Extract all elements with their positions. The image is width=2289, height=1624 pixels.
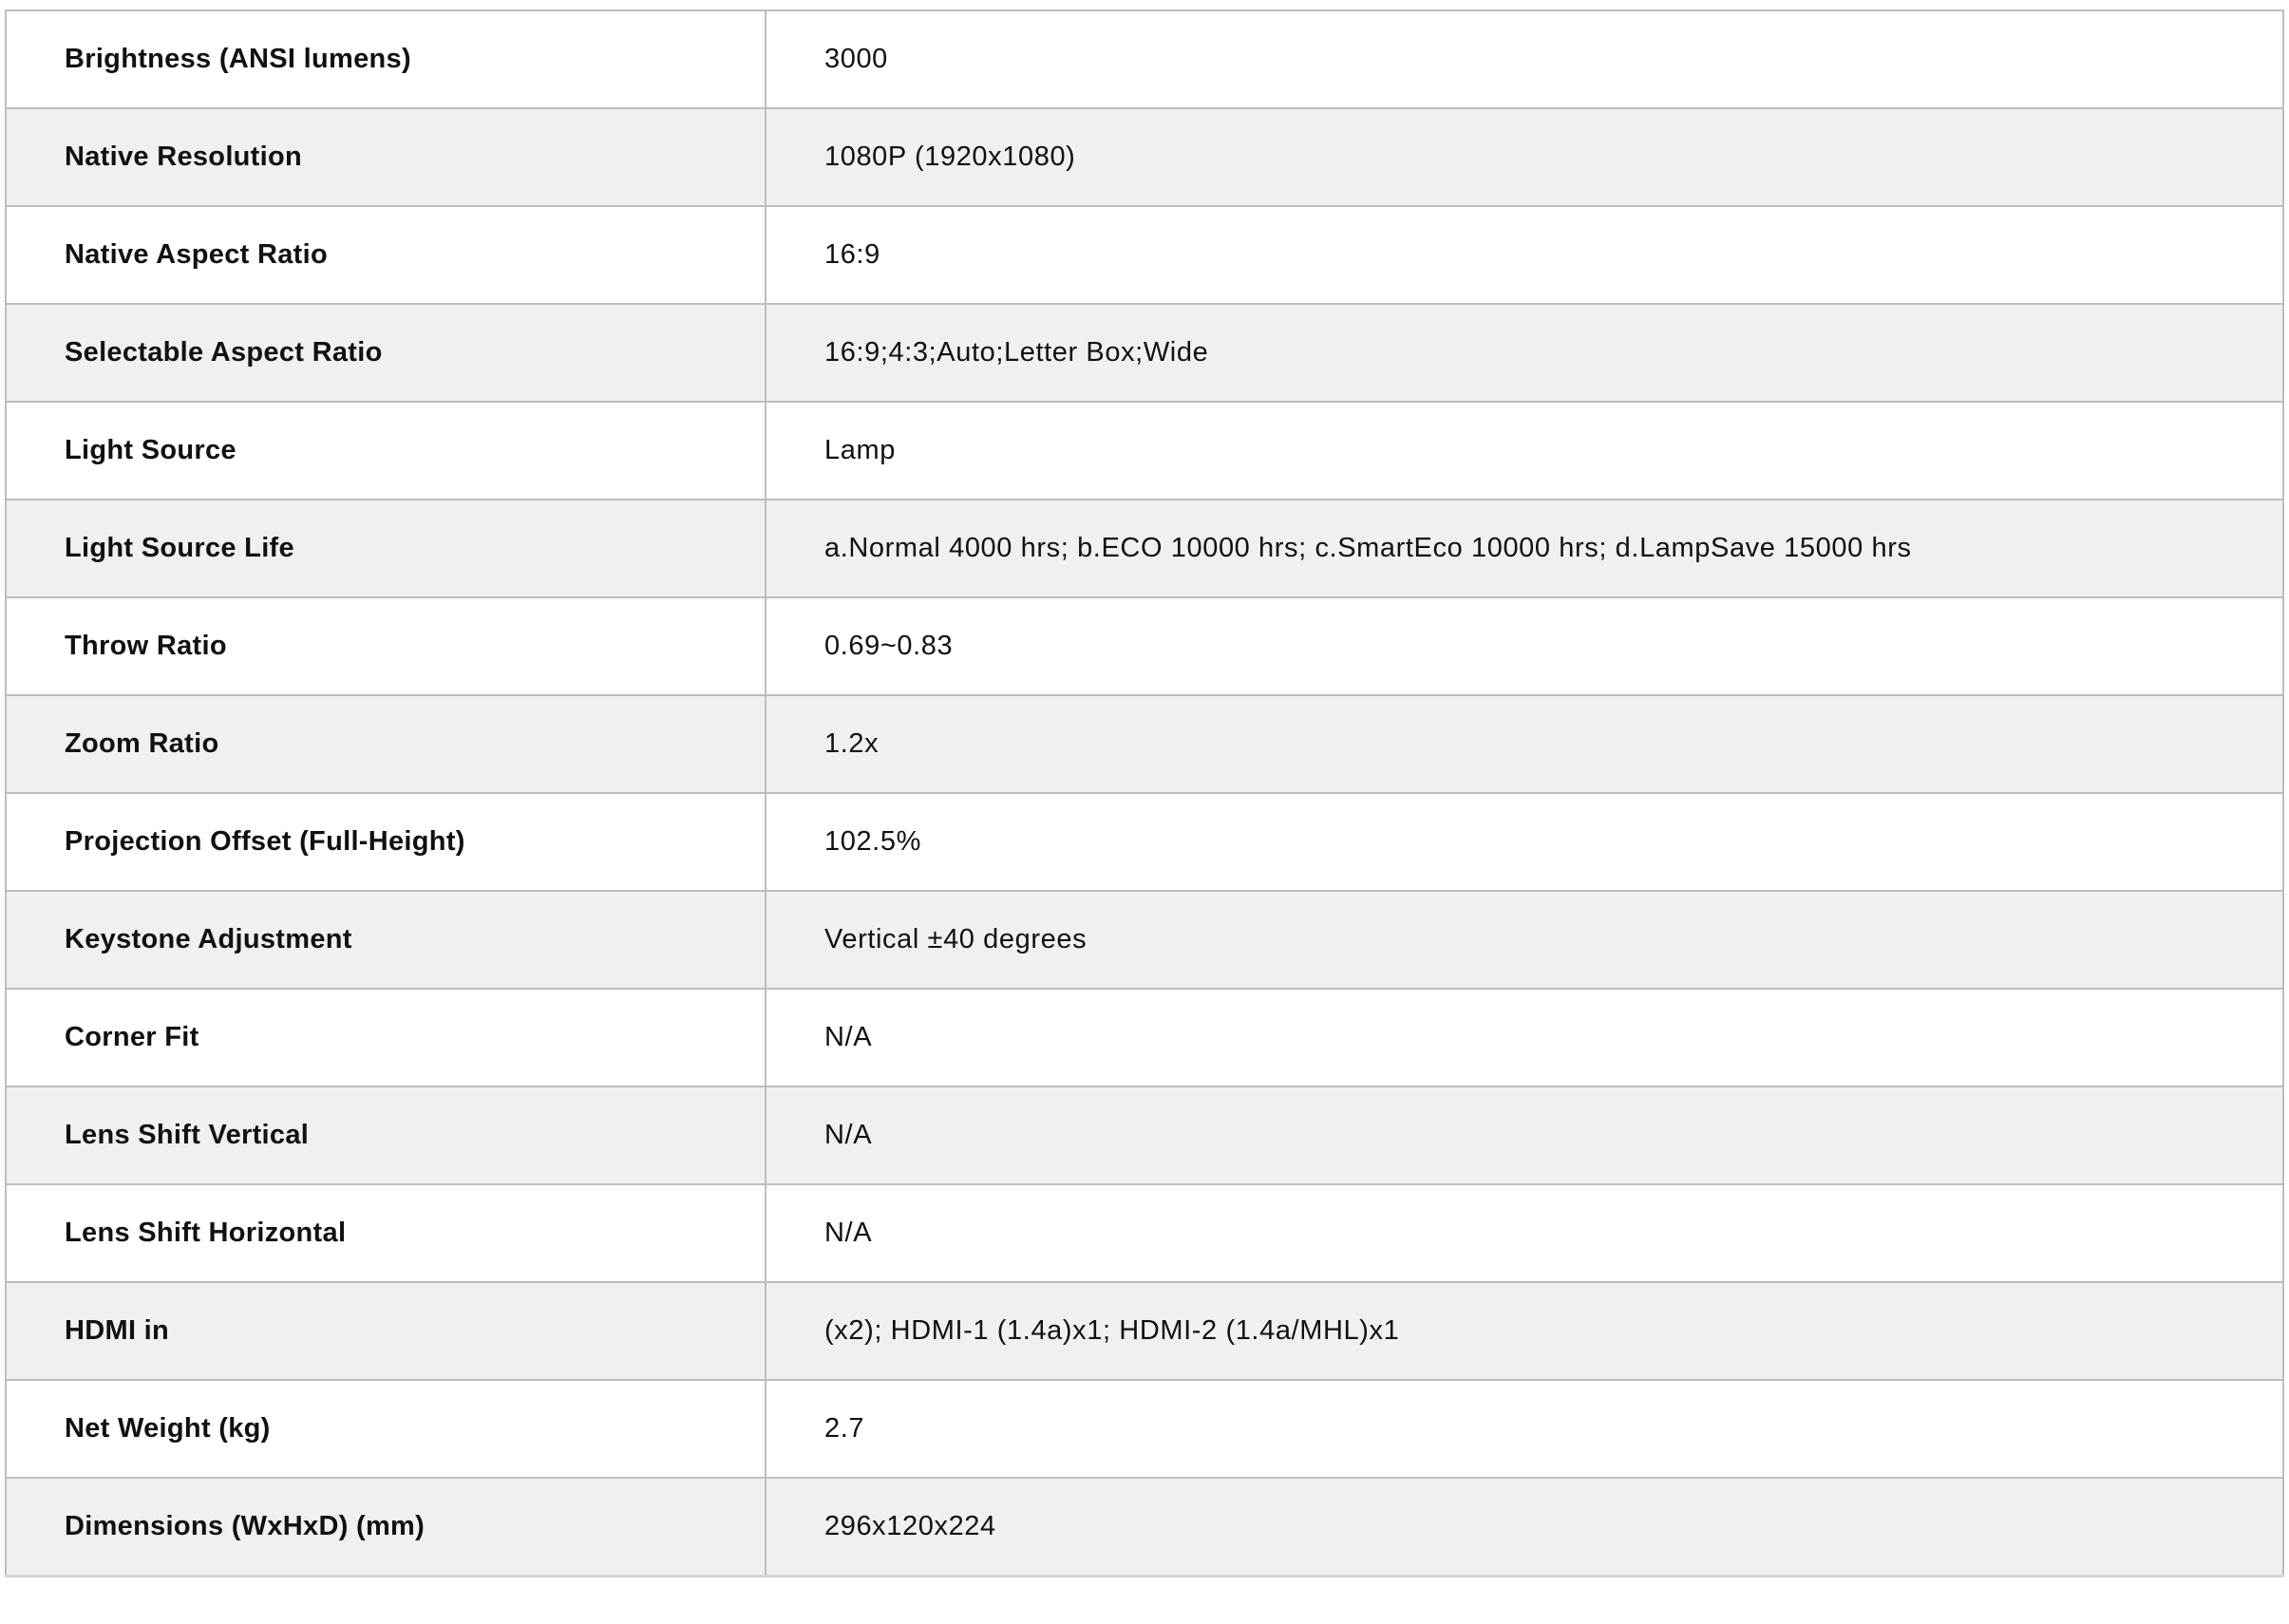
spec-label: Keystone Adjustment <box>6 891 766 989</box>
spec-label: Selectable Aspect Ratio <box>6 304 766 402</box>
spec-value: 1080P (1920x1080) <box>766 108 2283 206</box>
spec-value: 296x120x224 <box>766 1478 2283 1576</box>
spec-value: 0.69~0.83 <box>766 597 2283 695</box>
spec-label: Projection Offset (Full-Height) <box>6 793 766 891</box>
table-row <box>6 1282 2283 1380</box>
table-row <box>6 500 2283 597</box>
table-row <box>6 206 2283 304</box>
spec-label: Light Source <box>6 402 766 500</box>
spec-label: HDMI in <box>6 1282 766 1380</box>
spec-label: Brightness (ANSI lumens) <box>6 10 766 108</box>
spec-label: Corner Fit <box>6 989 766 1086</box>
spec-value: N/A <box>766 1086 2283 1184</box>
spec-label: Net Weight (kg) <box>6 1380 766 1478</box>
table-row <box>6 989 2283 1086</box>
spec-value: N/A <box>766 989 2283 1086</box>
spec-value: 2.7 <box>766 1380 2283 1478</box>
spec-value: N/A <box>766 1184 2283 1282</box>
spec-value: 16:9;4:3;Auto;Letter Box;Wide <box>766 304 2283 402</box>
spec-value: 3000 <box>766 10 2283 108</box>
table-row <box>6 1380 2283 1478</box>
table-row <box>6 891 2283 989</box>
table-row <box>6 108 2283 206</box>
spec-label: Lens Shift Vertical <box>6 1086 766 1184</box>
spec-value: a.Normal 4000 hrs; b.ECO 10000 hrs; c.SmartEco 10000 hrs; d.LampSave 15000 hrs <box>766 500 2283 597</box>
spec-label: Throw Ratio <box>6 597 766 695</box>
spec-label: Light Source Life <box>6 500 766 597</box>
table-row <box>6 1086 2283 1184</box>
spec-value: (x2); HDMI-1 (1.4a)x1; HDMI-2 (1.4a/MHL)x1 <box>766 1282 2283 1380</box>
spec-value: 102.5% <box>766 793 2283 891</box>
spec-value: 16:9 <box>766 206 2283 304</box>
spec-label: Native Aspect Ratio <box>6 206 766 304</box>
spec-label: Lens Shift Horizontal <box>6 1184 766 1282</box>
table-row <box>6 597 2283 695</box>
spec-label: Dimensions (WxHxD) (mm) <box>6 1478 766 1576</box>
spec-value: Lamp <box>766 402 2283 500</box>
spec-label: Native Resolution <box>6 108 766 206</box>
spec-value: Vertical ±40 degrees <box>766 891 2283 989</box>
table-row <box>6 10 2283 108</box>
spec-table-body <box>6 10 2283 1576</box>
spec-label: Zoom Ratio <box>6 695 766 793</box>
table-row <box>6 1478 2283 1576</box>
spec-table <box>5 9 2284 1577</box>
table-row <box>6 1184 2283 1282</box>
table-row <box>6 793 2283 891</box>
table-row <box>6 402 2283 500</box>
spec-value: 1.2x <box>766 695 2283 793</box>
table-row <box>6 695 2283 793</box>
table-row <box>6 304 2283 402</box>
